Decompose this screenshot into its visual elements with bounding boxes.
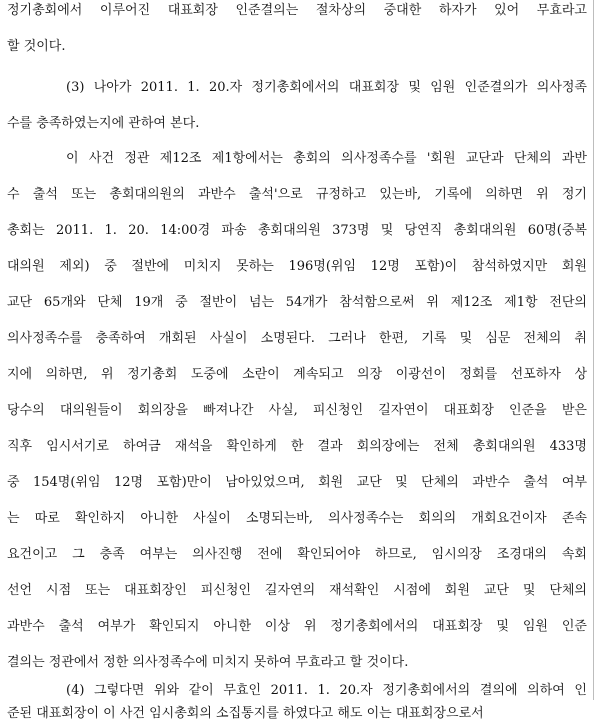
paragraph-body-line-7: 지에 의하면, 위 정기총회 도중에 소란이 계속되고 의장 이광선이 정회를 선포하자 상 <box>7 367 587 382</box>
paragraph-body-line-14: 과반수 출석 여부가 확인되지 아니한 이상 위 정기총회에서의 대표회장 및 임원 인준 <box>7 619 587 634</box>
paragraph-body-line-11: 는 따로 확인하지 아니한 사실이 소명되는바, 의사정족수는 회의의 개회요건이자 존속 <box>7 511 587 526</box>
paragraph-body-line-2: 수 출석 또는 총회대의원의 과반수 출석'으로 규정하고 있는바, 기록에 의하면 위 정기 <box>7 187 587 202</box>
page-edge-divider <box>593 0 594 700</box>
paragraph-body-line-6: 의사정족수를 충족하여 개회된 사실이 소명된다. 그러나 한편, 기록 및 심문 전체의 취 <box>7 331 587 346</box>
paragraph-body-line-5: 교단 65개와 단체 19개 중 절반이 넘는 54개가 참석함으로써 위 제12조 제1항 전단의 <box>7 295 587 310</box>
paragraph-body-line-12: 요건이고 그 충족 여부는 의사진행 전에 확인되어야 하므로, 임시의장 조경대의 속회 <box>7 547 587 562</box>
paragraph-body-line-15: 결의는 정관에서 정한 의사정족수에 미치지 못하여 무효라고 할 것이다. <box>7 655 409 670</box>
paragraph-3-line-1: (3) 나아가 2011. 1. 20.자 정기총회에서의 대표회장 및 임원 인준결의가 의사정족 <box>66 80 587 95</box>
paragraph-body-line-13: 선언 시점 또는 대표회장인 피신청인 길자연의 재석확인 시점에 회원 교단 및 단체의 <box>7 583 587 598</box>
paragraph-4-line-1: (4) 그렇다면 위와 같이 무효인 2011. 1. 20.자 정기총회에서의 결의에 의하여 인 <box>66 683 587 698</box>
paragraph-body-line-8: 당수의 대의원들이 회의장을 빠져나간 사실, 피신청인 길자연이 대표회장 인준을 받은 <box>7 403 587 418</box>
body-line-2: 할 것이다. <box>7 39 66 54</box>
paragraph-body-line-9: 직후 임시서기로 하여금 재석을 확인하게 한 결과 회의장에는 전체 총회대의원 433명 <box>7 439 587 454</box>
body-line-1: 정기총회에서 이루어진 대표회장 인준결의는 절차상의 중대한 하자가 있어 무효라고 <box>7 3 587 18</box>
paragraph-body-line-1: 이 사건 정관 제12조 제1항에서는 총회의 의사정족수를 '회원 교단과 단체의 과반 <box>66 151 587 166</box>
paragraph-body-line-10: 중 154명(위임 12명 포함)만이 남아있었으며, 회원 교단 및 단체의 과반수 출석 여부 <box>7 475 587 490</box>
paragraph-body-line-4: 대의원 제외) 중 절반에 미치지 못하는 196명(위임 12명 포함)이 참석하였지만 회원 <box>7 259 587 274</box>
paragraph-3-line-2: 수를 충족하였는지에 관하여 본다. <box>7 116 200 131</box>
paragraph-4-line-2: 준된 대표회장이 이 사건 임시총회의 소집통지를 하였다고 해도 이는 대표회장으로서 <box>7 706 484 721</box>
paragraph-body-line-3: 총회는 2011. 1. 20. 14:00경 파송 총회대의원 373명 및 당연직 총회대의원 60명(중복 <box>7 223 587 238</box>
